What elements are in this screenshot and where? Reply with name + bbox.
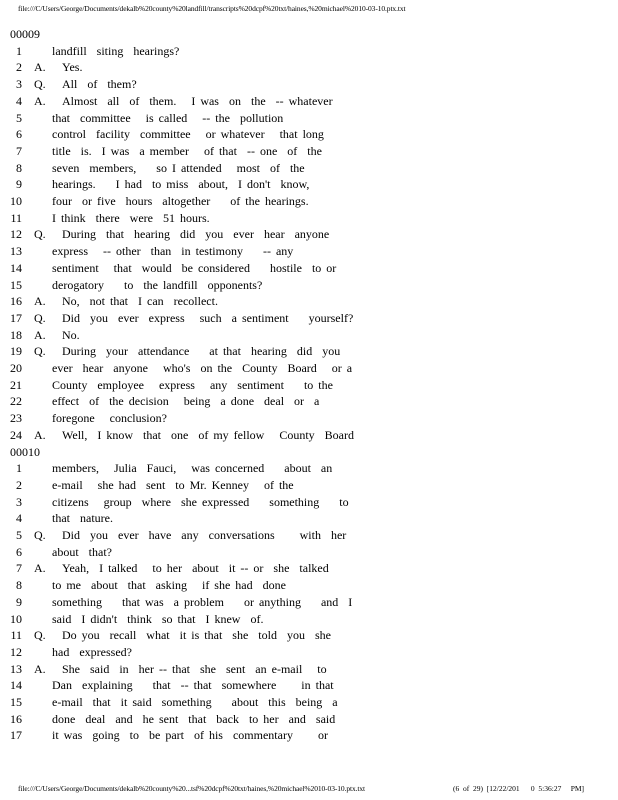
speaker-label: A. xyxy=(34,93,46,108)
line-text: about that? xyxy=(52,544,112,559)
transcript-line xyxy=(0,59,618,76)
line-number: 21 xyxy=(10,377,22,392)
transcript-line xyxy=(0,694,618,711)
line-number: 11 xyxy=(10,628,22,643)
page-number: 00010 xyxy=(10,444,40,459)
line-text: it was going to be part of his commentary or xyxy=(52,728,328,743)
line-text: Yeah, I talked to her about it -- or she talked xyxy=(62,561,329,576)
line-number: 20 xyxy=(10,361,22,375)
line-number: 10 xyxy=(10,611,22,626)
line-number: 2 xyxy=(16,477,22,492)
line-text: During that hearing did you ever hear anyone xyxy=(62,227,330,242)
transcript-line xyxy=(0,210,618,227)
line-text: citizens group where she expressed something to xyxy=(52,494,349,509)
line-text: sentiment that would be considered hostile to or xyxy=(52,260,337,275)
line-text: control facility committee or whatever that long xyxy=(52,127,324,142)
line-text: had expressed? xyxy=(52,644,132,659)
line-number: 6 xyxy=(16,544,22,559)
transcript-line xyxy=(0,110,618,127)
transcript-line xyxy=(0,277,618,294)
transcript-line xyxy=(0,544,618,561)
line-number: 14 xyxy=(10,678,22,693)
speaker-label: Q. xyxy=(34,77,46,92)
line-text: hearings. I had to miss about, I don't know, xyxy=(52,177,310,192)
transcript-line xyxy=(0,477,618,494)
transcript-line xyxy=(0,727,618,744)
transcript-line xyxy=(0,360,618,377)
line-number: 3 xyxy=(16,494,22,509)
line-number: 4 xyxy=(16,93,22,108)
transcript-line xyxy=(0,510,618,527)
line-text: All of them? xyxy=(62,77,137,92)
line-text: effect of the decision being a done deal or a xyxy=(52,394,320,409)
line-number: 1 xyxy=(16,43,22,58)
line-number: 14 xyxy=(10,260,22,275)
speaker-label: Q. xyxy=(34,628,46,643)
line-number: 12 xyxy=(10,227,22,242)
line-number: 4 xyxy=(16,511,22,526)
line-text: that nature. xyxy=(52,511,113,526)
transcript-line xyxy=(0,527,618,544)
line-text: I think there were 51 hours. xyxy=(52,210,210,225)
transcript-line xyxy=(0,393,618,410)
line-number: 9 xyxy=(16,594,22,609)
transcript-line xyxy=(0,711,618,728)
transcript-line xyxy=(0,427,618,444)
transcript-line xyxy=(0,677,618,694)
line-number: 16 xyxy=(10,294,22,309)
transcript-line xyxy=(0,243,618,260)
line-number: 5 xyxy=(16,110,22,125)
line-number: 16 xyxy=(10,711,22,726)
transcript-line xyxy=(0,560,618,577)
transcript-line xyxy=(0,577,618,594)
line-number: 19 xyxy=(10,344,22,359)
line-number: 18 xyxy=(10,327,22,342)
line-number: 7 xyxy=(16,561,22,576)
speaker-label: A. xyxy=(34,60,46,75)
line-text: No. xyxy=(62,327,80,342)
speaker-label: A. xyxy=(34,327,46,342)
line-number: 5 xyxy=(16,528,22,542)
line-text: members, Julia Fauci, was concerned about an xyxy=(52,461,333,476)
line-text: done deal and he sent that back to her and said xyxy=(52,711,336,726)
line-number: 23 xyxy=(10,411,22,426)
transcript-line xyxy=(0,343,618,360)
transcript-line xyxy=(0,627,618,644)
speaker-label: Q. xyxy=(34,227,46,242)
transcript-line xyxy=(0,611,618,628)
transcript-line xyxy=(0,410,618,427)
line-text: Almost all of them. I was on the -- whatever xyxy=(62,93,333,108)
line-text: e-mail she had sent to Mr. Kenney of the xyxy=(52,477,294,492)
file-path-footer: file:///C/Users/George/Documents/dekalb%20county%20...tsf%20dcpf%20txt/haines,%20michael%2010-03-10.ptx.txt xyxy=(18,784,366,793)
transcript-line xyxy=(0,93,618,110)
line-text: to me about that asking if she had done xyxy=(52,578,286,593)
transcript-line xyxy=(0,377,618,394)
transcript-line xyxy=(0,193,618,210)
transcript-line xyxy=(0,143,618,160)
speaker-label: A. xyxy=(34,661,46,676)
line-text: Yes. xyxy=(62,60,83,75)
line-number: 11 xyxy=(10,210,22,225)
line-text: During your attendance at that hearing did you xyxy=(62,344,341,359)
line-text: She said in her -- that she sent an e-mail to xyxy=(62,661,327,676)
transcript-line xyxy=(0,594,618,611)
line-text: something that was a problem or anything and I xyxy=(52,594,353,609)
transcript-line xyxy=(0,460,618,477)
speaker-label: A. xyxy=(34,427,46,442)
transcript-line xyxy=(0,160,618,177)
line-number: 1 xyxy=(16,461,22,476)
line-number: 7 xyxy=(16,143,22,158)
transcript-line xyxy=(0,176,618,193)
line-text: County employee express any sentiment to the xyxy=(52,377,333,392)
line-text: foregone conclusion? xyxy=(52,411,167,426)
line-number: 15 xyxy=(10,277,22,292)
line-text: Well, I know that one of my fellow County Board xyxy=(62,427,354,442)
line-text: that committee is called -- the pollution xyxy=(52,110,284,125)
line-number: 6 xyxy=(16,127,22,142)
speaker-label: Q. xyxy=(34,528,46,542)
speaker-label: Q. xyxy=(34,344,46,359)
transcript-line xyxy=(0,661,618,678)
speaker-label: A. xyxy=(34,561,46,576)
line-number: 12 xyxy=(10,644,22,659)
line-text: Did you ever express such a sentiment yourself? xyxy=(62,310,354,325)
line-number: 8 xyxy=(16,160,22,175)
line-text: ever hear anyone who's on the County Board or a xyxy=(52,361,353,375)
line-text: seven members, so I attended most of the xyxy=(52,160,305,175)
line-number: 13 xyxy=(10,244,22,259)
line-number: 17 xyxy=(10,310,22,325)
transcript-line xyxy=(0,310,618,327)
line-text: Did you ever have any conversations with her xyxy=(62,528,347,542)
line-text: No, not that I can recollect. xyxy=(62,294,218,309)
transcript-line xyxy=(0,76,618,93)
line-number: 17 xyxy=(10,728,22,743)
transcript-line xyxy=(0,43,618,60)
line-number: 13 xyxy=(10,661,22,676)
page-count-timestamp: (6 of 29) [12/22/201 0 5:36:27 PM] xyxy=(453,784,585,793)
line-text: title is. I was a member of that -- one of the xyxy=(52,143,322,158)
speaker-label: A. xyxy=(34,294,46,309)
line-number: 10 xyxy=(10,194,22,208)
speaker-label: Q. xyxy=(34,310,46,325)
transcript-line xyxy=(0,260,618,277)
page-number: 00009 xyxy=(10,27,40,41)
line-number: 3 xyxy=(16,77,22,92)
transcript-line xyxy=(0,126,618,143)
line-text: landfill siting hearings? xyxy=(52,43,180,58)
line-number: 22 xyxy=(10,394,22,409)
transcript-line xyxy=(0,226,618,243)
line-text: said I didn't think so that I knew of. xyxy=(52,611,264,626)
transcript-line xyxy=(0,293,618,310)
line-text: express -- other than in testimony -- any xyxy=(52,244,294,259)
line-number: 9 xyxy=(16,177,22,192)
transcript-line xyxy=(0,327,618,344)
line-number: 8 xyxy=(16,578,22,593)
transcript-line xyxy=(0,644,618,661)
file-path-header: file:///C/Users/George/Documents/dekalb%20county%20landfill/transcripts%20dcpf%20txt/haines,%20michael%2010-03-10.ptx.txt xyxy=(18,4,406,13)
transcript-line xyxy=(0,494,618,511)
line-number: 2 xyxy=(16,60,22,75)
line-number: 24 xyxy=(10,427,22,442)
line-text: derogatory to the landfill opponents? xyxy=(52,277,263,292)
line-text: Do you recall what it is that she told you she xyxy=(62,628,331,643)
line-number: 15 xyxy=(10,695,22,709)
line-text: four or five hours altogether of the hearings. xyxy=(52,194,309,208)
line-text: Dan explaining that -- that somewhere in that xyxy=(52,678,334,693)
line-text: e-mail that it said something about this being a xyxy=(52,695,338,709)
